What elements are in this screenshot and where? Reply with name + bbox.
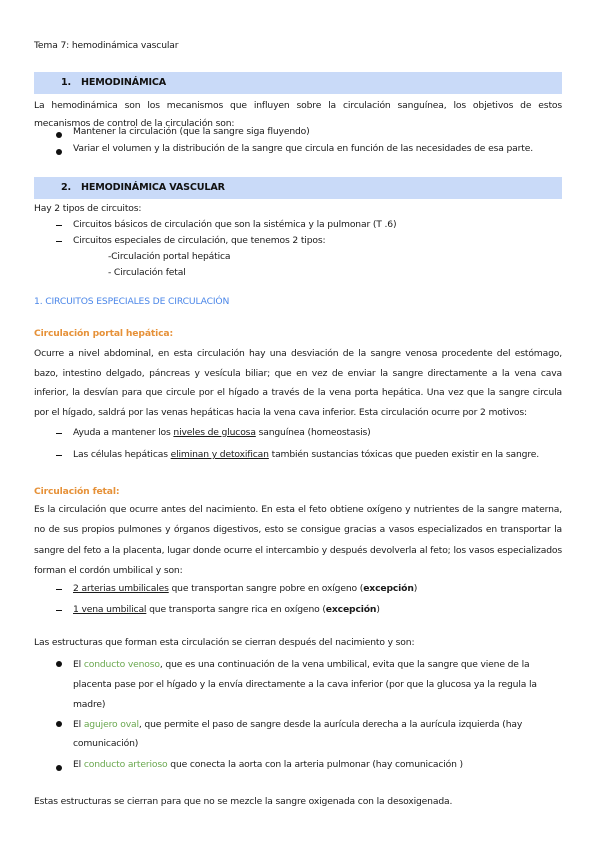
- section-2-heading: [34, 177, 562, 199]
- text-run: , que permite el paso de sangre desde la aurícula derecha a la aurícula izquierda (hay comunicación): [73, 719, 523, 749]
- text-run: Las células hepáticas: [73, 449, 171, 460]
- section-2-intro: Hay 2 tipos de circuitos:: [34, 203, 142, 214]
- portal-heading: Circulación portal hepática:: [34, 328, 173, 339]
- green-term: conducto venoso: [83, 659, 160, 670]
- fetal-paragraph: Es la circulación que ocurre antes del nacimiento. En esta el feto obtiene oxígeno y nutrientes de la sangre materna, no de sus propios pulmones y órganos digestivos, esto se consigue gracias a vasos especializados en transportar la sangre del feto a la placenta, lugar donde ocurre el intercambio y después devolverla al feto; los vasos especializados forman el cordón umbilical y son:: [34, 504, 562, 576]
- green-term: agujero oval: [83, 719, 139, 730]
- section-1-heading: [34, 72, 562, 94]
- green-term: conducto arterioso: [83, 759, 168, 770]
- dash-icon: [56, 589, 62, 590]
- text-run: , que es una continuación de la vena umbilical, evita que la sangre que viene de la placenta pase por el hígado y la envía directamente a la cava inferior (por que la glucosa ya la regula la madre): [73, 659, 537, 710]
- structures-intro: Las estructuras que forman esta circulación se cierran después del nacimiento y son:: [34, 637, 415, 648]
- fetal-vessel-2: [73, 604, 380, 615]
- s1-bullet-1: Mantener la circulación (que la sangre siga fluyendo): [73, 126, 310, 137]
- dash-icon: [56, 455, 62, 456]
- bullet-icon: [56, 132, 62, 138]
- portal-reason-1: [73, 427, 371, 438]
- dash-icon: [56, 225, 62, 226]
- s2-item-1: Circuitos básicos de circulación que son la sistémica y la pulmonar (T .6): [73, 219, 397, 230]
- dash-icon: [56, 610, 62, 611]
- underlined-term: 2 arterias umbilicales: [73, 583, 169, 594]
- closing-sentence: Estas estructuras se cierran para que no se mezcle la sangre oxigenada con la desoxigenada.: [34, 796, 453, 807]
- dash-icon: [56, 433, 62, 434]
- text-run: El: [73, 719, 84, 730]
- underlined-term: niveles de glucosa: [173, 427, 256, 438]
- section-1-intro: La hemodinámica son los mecanismos que influyen sobre la circulación sanguínea, los objetivos de estos mecanismos de control de la circulación son:: [34, 100, 562, 129]
- text-run: ): [413, 583, 418, 594]
- text-run: Ayuda a mantener los: [73, 427, 174, 438]
- dash-icon: [56, 241, 62, 242]
- section-2-number: 2.: [61, 182, 72, 193]
- text-run: que transportan sangre pobre en oxígeno (: [168, 583, 364, 594]
- subsection-heading: 1. CIRCUITOS ESPECIALES DE CIRCULACIÓN: [34, 296, 230, 307]
- text-run: sanguínea (homeostasis): [255, 427, 371, 438]
- text-run: El: [73, 659, 84, 670]
- s1-bullet-2: Variar el volumen y la distribución de la sangre que circula en función de las necesidades de esa parte.: [73, 143, 533, 154]
- text-run: El: [73, 759, 84, 770]
- bullet-icon: [56, 149, 62, 155]
- text-run: que conecta la aorta con la arteria pulmonar (hay comunicación ): [167, 759, 463, 770]
- s2-subitem-2: - Circulación fetal: [108, 267, 186, 278]
- bullet-icon: [56, 721, 62, 727]
- portal-paragraph: Ocurre a nivel abdominal, en esta circulación hay una desviación de la sangre venosa procedente del estómago, bazo, intestino delgado, páncreas y vesícula biliar; que en vez de enviar la sangre directamente a la vena cava inferior, la desvían para que circule por el hígado a través de la vena porta hepática. Una vez que la sangre circula por el hígado, saldrá por las venas hepáticas hacia la vena cava inferior. Esta circulación ocurre por 2 motivos:: [34, 348, 562, 418]
- structure-2: [73, 715, 538, 753]
- bullet-icon: [56, 661, 62, 667]
- fetal-heading: Circulación fetal:: [34, 486, 120, 497]
- section-1-number: 1.: [61, 77, 72, 88]
- structure-1: [73, 655, 543, 715]
- section-1-title: HEMODINÁMICA: [81, 77, 167, 88]
- text-run: también sustancias tóxicas que pueden existir en la sangre.: [268, 449, 540, 460]
- bullet-icon: [56, 765, 62, 771]
- underlined-term: 1 vena umbilical: [73, 604, 147, 615]
- structure-3: [73, 759, 463, 770]
- text-run: ): [376, 604, 380, 615]
- bold-term: excepción: [363, 583, 414, 594]
- portal-reason-2: [73, 449, 539, 460]
- fetal-vessel-1: [73, 583, 417, 594]
- s2-subitem-1: -Circulación portal hepática: [108, 251, 231, 262]
- text-run: que transporta sangre rica en oxígeno (: [146, 604, 326, 615]
- s2-item-2: Circuitos especiales de circulación, que tenemos 2 tipos:: [73, 235, 326, 246]
- underlined-term: eliminan y detoxifican: [170, 449, 269, 460]
- bold-term: excepción: [325, 604, 377, 615]
- document-title: Tema 7: hemodinámica vascular: [34, 40, 179, 51]
- section-2-title: HEMODINÁMICA VASCULAR: [81, 182, 225, 193]
